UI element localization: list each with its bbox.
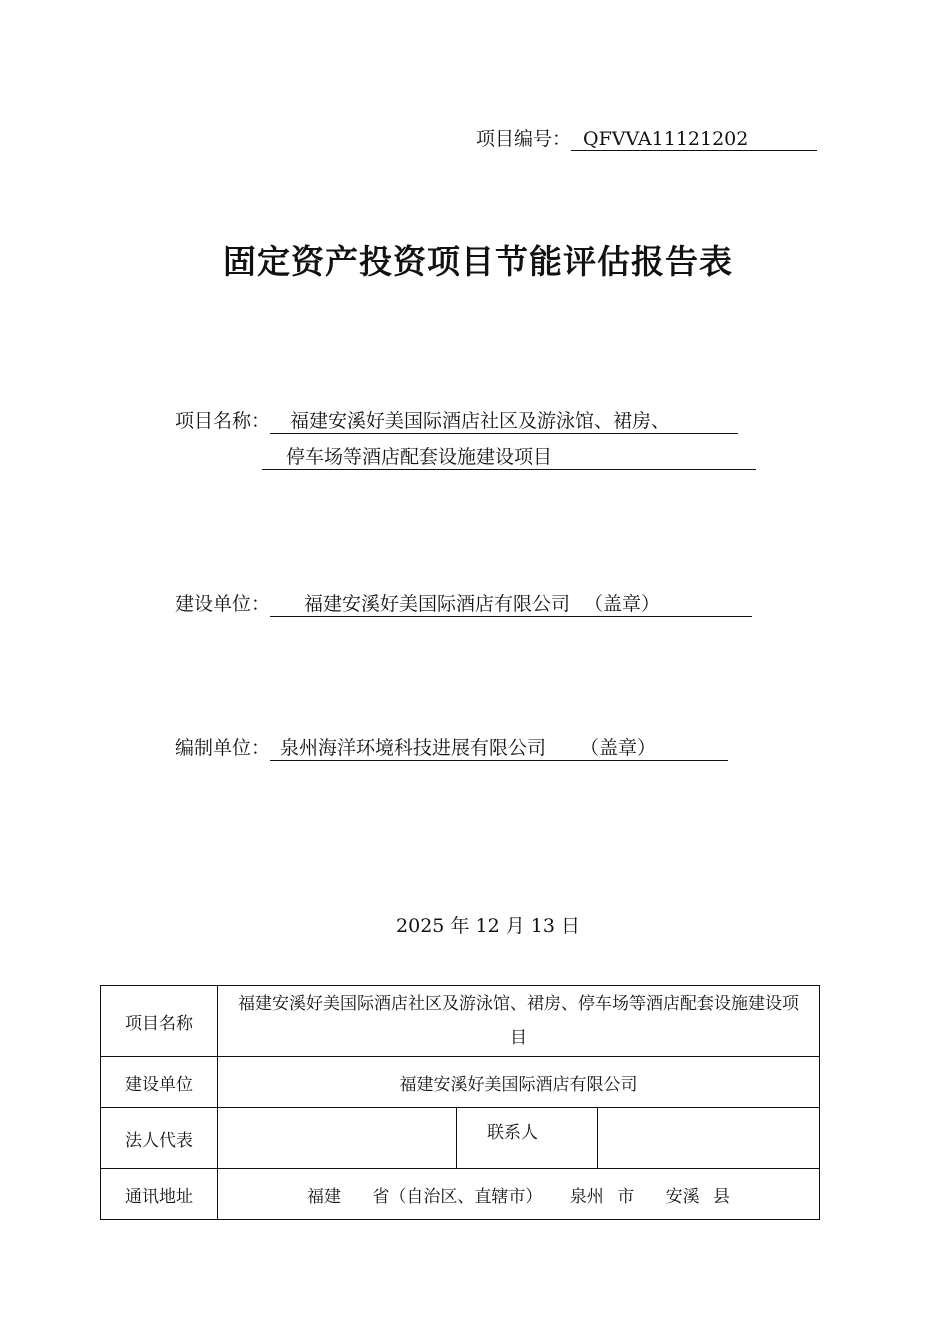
construction-unit-label: 建设单位： bbox=[175, 593, 271, 615]
document-title: 固定资产投资项目节能评估报告表 bbox=[223, 242, 733, 281]
construction-unit-field bbox=[175, 589, 752, 617]
table-value-construction-unit: 福建安溪好美国际酒店有限公司 bbox=[218, 1057, 820, 1108]
table-value-legal-rep bbox=[218, 1108, 457, 1169]
project-number-value: QFVVA11121202 bbox=[571, 128, 817, 151]
address-county-suffix: 县 bbox=[713, 1186, 731, 1207]
table-label-contact: 联系人 bbox=[457, 1108, 598, 1169]
compiling-unit-label: 编制单位： bbox=[175, 737, 271, 759]
table-value-contact bbox=[598, 1108, 820, 1169]
project-name-field-line2 bbox=[262, 442, 756, 470]
address-city: 泉州 bbox=[569, 1186, 604, 1207]
address-province-suffix: 省（自治区、直辖市） bbox=[372, 1186, 543, 1207]
table-row bbox=[101, 1108, 820, 1169]
construction-unit-seal: （盖章） bbox=[584, 593, 661, 615]
table-label-project-name: 项目名称 bbox=[101, 986, 218, 1057]
table-label-address: 通讯地址 bbox=[101, 1169, 218, 1220]
table-value-address bbox=[218, 1169, 820, 1220]
project-name-label: 项目名称： bbox=[175, 410, 271, 432]
compiling-unit-field bbox=[175, 733, 728, 761]
compiling-unit-value: 泉州海洋环境科技进展有限公司 bbox=[280, 737, 547, 759]
table-row bbox=[101, 1057, 820, 1108]
address-province: 福建 bbox=[306, 1186, 341, 1207]
address-county: 安溪 bbox=[665, 1186, 700, 1207]
compiling-unit-seal: （盖章） bbox=[580, 737, 657, 759]
project-info-table bbox=[100, 985, 820, 1220]
table-value-project-name: 福建安溪好美国际酒店社区及游泳馆、裙房、停车场等酒店配套设施建设项目 bbox=[218, 986, 820, 1057]
project-name-field bbox=[175, 406, 738, 434]
report-date: 2025 年 12 月 13 日 bbox=[396, 915, 580, 937]
project-number bbox=[476, 124, 817, 151]
table-label-construction-unit: 建设单位 bbox=[101, 1057, 218, 1108]
project-name-line1: 福建安溪好美国际酒店社区及游泳馆、裙房、 bbox=[270, 406, 738, 434]
table-label-legal-rep: 法人代表 bbox=[101, 1108, 218, 1169]
construction-unit-value: 福建安溪好美国际酒店有限公司 bbox=[304, 593, 571, 615]
table-row bbox=[101, 986, 820, 1057]
project-name-line2: 停车场等酒店配套设施建设项目 bbox=[262, 442, 756, 470]
address-city-suffix: 市 bbox=[617, 1186, 635, 1207]
table-row bbox=[101, 1169, 820, 1220]
project-number-label: 项目编号： bbox=[476, 128, 572, 150]
